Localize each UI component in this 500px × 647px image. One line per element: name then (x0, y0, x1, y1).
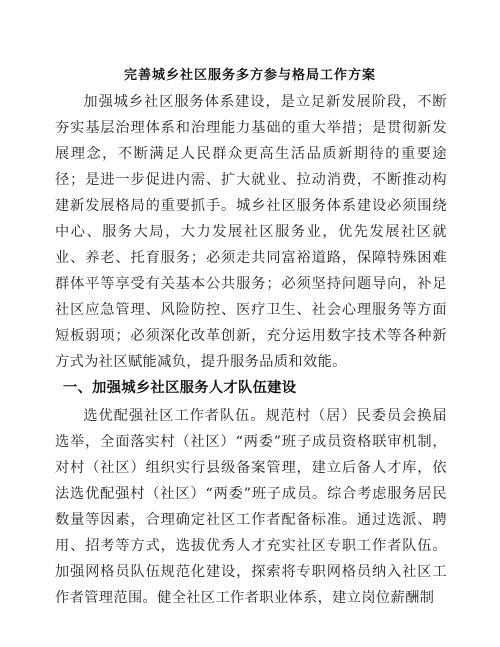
intro-paragraph: 加强城乡社区服务体系建设，是立足新发展阶段，不断夯实基层治理体系和治理能力基础的重大举措；是贯彻新发展理念，不断满足人民群众更高生活品质新期待的重要途径；是进一步促进内需、扩大就业、拉动消费，不断推动构建新发展格局的重要抓手。城乡社区服务体系建设必须围绕中心、服务大局，大力发展社区服务业，优先发展社区就业、养老、托育服务；必须走共同富裕道路，保障特殊困难群体平等享受有关基本公共服务；必须坚持问题导向，补足社区应急管理、风险防控、医疗卫生、社会心理服务等方面短板弱项；必须深化改革创新，充分运用数字技术等各种新方式为社区赋能减负，提升服务品质和效能。 (55, 94, 447, 370)
section-paragraph: 选优配强社区工作者队伍。规范村（居）民委员会换届选举，全面落实村（社区）“两委”班子成员资格联审机制，对村（社区）组织实行县级备案管理，建立后备人才库，依法选优配强村（社区）“两委”班子成员。综合考虑服务居民数量等因素，合理确定社区工作者配备标准。通过选派、聘用、招考等方式，选拔优秀人才充实社区专职工作者队伍。加强网格员队伍规范化建设，探索将专职网格员纳入社区工作者管理范围。健全社区工作者职业体系，建立岗位薪酬制 (55, 408, 447, 606)
section-heading: 一、加强城乡社区服务人才队伍建设 (63, 380, 297, 396)
document-title: 完善城乡社区服务多方参与格局工作方案 (123, 68, 376, 83)
